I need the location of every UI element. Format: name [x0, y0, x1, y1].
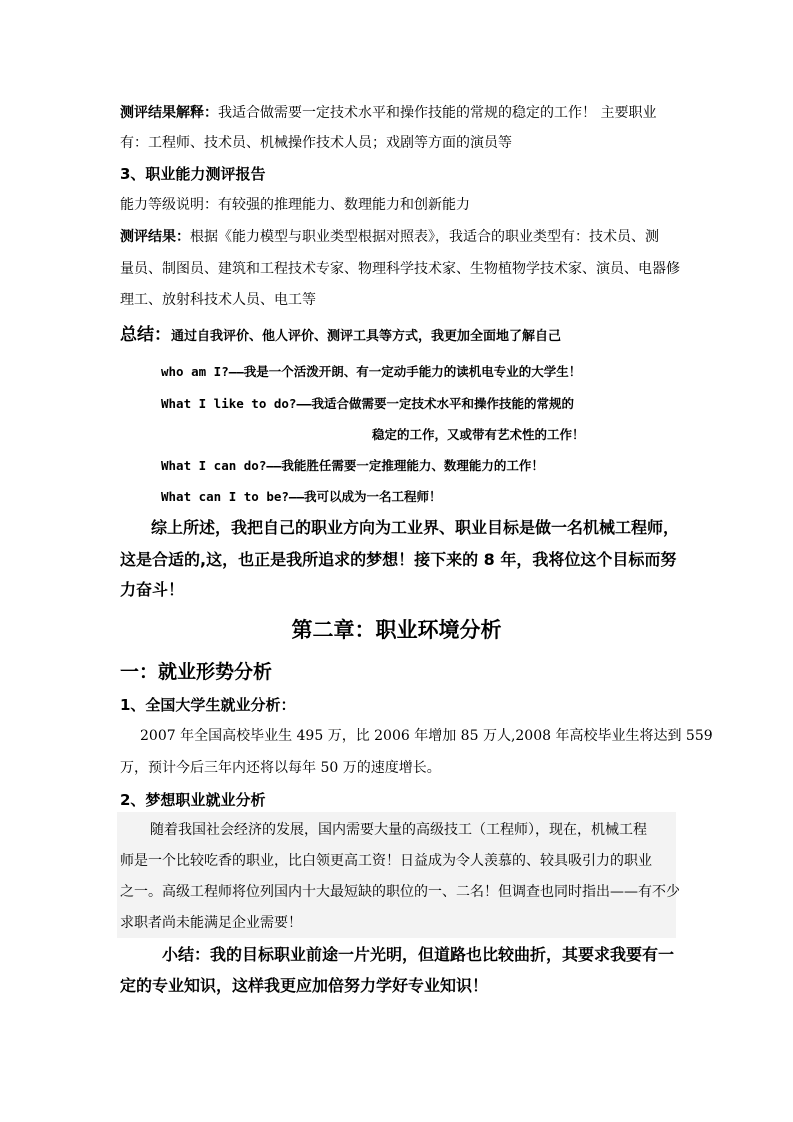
summary-label: 总结： [120, 325, 171, 345]
chapter-conclusion2: 定的专业知识，这样我更应加倍努力学好专业知识！ [120, 976, 489, 995]
dream-career-p2: 师是一个比较吃香的职业，比白领更高工资！日益成为令人羡慕的、较具吸引力的职业 [120, 853, 652, 869]
summary-conclusion2: 这是合适的,这，也正是我所追求的梦想！接下来的 8 年，我将位这个目标而努 [120, 550, 677, 569]
ability-result-line3: 理工、放射科技术人员、电工等 [120, 292, 316, 308]
summary-q2a: What I like to do?——我适合做需要一定技术水平和操作技能的常规的 [161, 396, 575, 411]
summary-q3: What I can do?——我能胜任需要一定推理能力、数理能力的工作！ [161, 458, 544, 473]
ability-report-heading: 3、职业能力测评报告 [120, 165, 266, 183]
ability-result-label: 测评结果： [120, 229, 190, 245]
result-explain-line1 [120, 103, 656, 123]
ability-result-line1 [120, 227, 659, 247]
chapter-conclusion1: 小结：我的目标职业前途一片光明，但道路也比较曲折，其要求我要有一 [162, 945, 675, 964]
section-employment-heading: 一：就业形势分析 [120, 661, 273, 683]
national-employment-p1: 2007 年全国高校毕业生 495 万，比 2006 年增加 85 万人,2008 年高校毕业生将达到 559 [140, 728, 713, 744]
chapter-title: 第二章：职业环境分析 [291, 618, 502, 642]
dream-career-p1: 随着我国社会经济的发展，国内需要大量的高级技工（工程师），现在，机械工程 [150, 822, 647, 838]
result-explain-label: 测评结果解释： [120, 105, 218, 121]
summary-conclusion3: 力奋斗！ [120, 580, 185, 599]
result-explain-text: 我适合做需要一定技术水平和操作技能的常规的稳定的工作！ 主要职业 [218, 105, 657, 121]
summary-intro: 通过自我评价、他人评价、测评工具等方式，我更加全面地了解自己 [171, 329, 562, 344]
summary-q1: who am I?——我是一个活泼开朗、有一定动手能力的读机电专业的大学生！ [161, 364, 582, 379]
result-explain-line2: 有：工程师、技术员、机械操作技术人员；戏剧等方面的演员等 [120, 135, 512, 151]
summary-q2b: 稳定的工作，又或带有艺术性的工作！ [372, 427, 585, 442]
summary-q4: What can I to be?——我可以成为一名工程师！ [161, 489, 442, 504]
summary-intro-line [120, 325, 561, 347]
ability-result-line2: 量员、制图员、建筑和工程技术专家、物理科学技术家、生物植物学技术家、演员、电器修 [120, 261, 680, 277]
ability-result-text: 根据《能力模型与职业类型根据对照表》，我适合的职业类型有：技术员、测 [190, 229, 659, 245]
national-employment-heading: 1、全国大学生就业分析： [120, 696, 296, 714]
ability-level-desc: 能力等级说明：有较强的推理能力、数理能力和创新能力 [120, 197, 470, 213]
summary-conclusion1: 综上所述，我把自己的职业方向为工业界、职业目标是做一名机械工程师， [151, 518, 680, 537]
national-employment-p2: 万，预计今后三年内还将以每年 50 万的速度增长。 [120, 760, 441, 776]
dream-career-heading: 2、梦想职业就业分析 [120, 791, 266, 809]
dream-career-p3: 之一。高级工程师将位列国内十大最短缺的职位的一、二名！但调查也同时指出——有不少 [120, 884, 680, 900]
dream-career-p4: 求职者尚未能满足企业需要！ [120, 915, 302, 931]
